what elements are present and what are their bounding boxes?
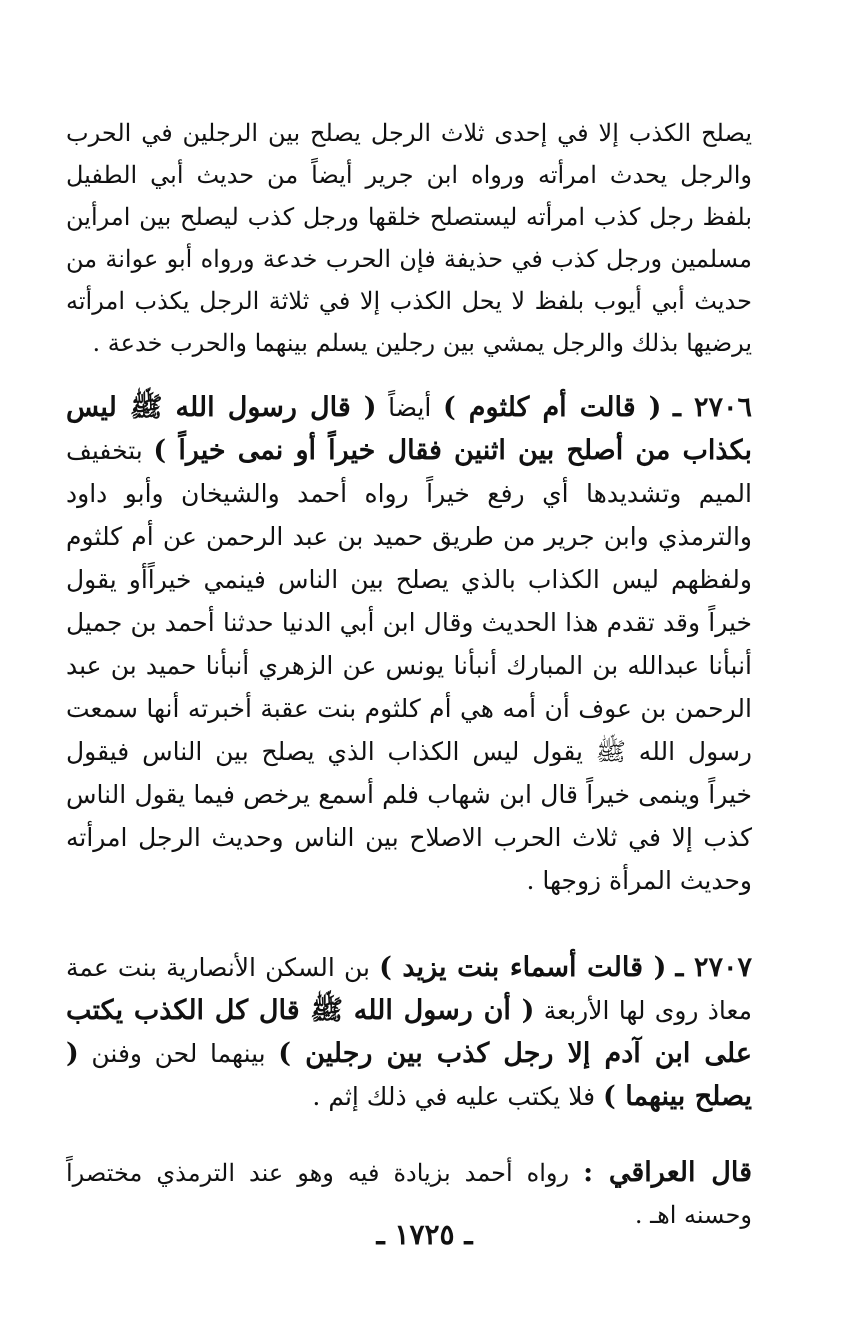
hadith-entry-2707: [66, 946, 752, 1118]
hadith-commentary: بينهما لحن وفنن: [91, 1039, 266, 1068]
hadith-quote: ( قال رسول الله ﷺ ليس بكذاب من أصلح بين اثنين فقال خيراً أو نمى خيراً ): [66, 392, 752, 466]
note-label: قال العراقي :: [583, 1157, 752, 1188]
hadith-quote-continuation: ( يصلح بينهما ): [66, 1038, 752, 1112]
page-number: ـ ١٧٢٥ ـ: [376, 1218, 473, 1251]
narrator-note: أيضاً: [388, 393, 432, 422]
narrator-heading: ( قالت أسماء بنت يزيد ): [379, 952, 667, 983]
hadith-number: ٢٧٠٦ ـ: [673, 392, 753, 423]
intro-paragraph: يصلح الكذب إلا في إحدى ثلاث الرجل يصلح بين الرجلين في الحرب والرجل يحدث امرأته ورواه ابن جرير أيضاً من حديث أبي الطفيل بلفظ رجل كذب امرأته ليستصلح خلقها ورجل كذب ليصلح بين امرأين مسلمين ورجل كذب في حذيفة فإن الحرب خدعة ورواه أبو عوانة من حديث أبي أيوب بلفظ لا يحل الكذب إلا في ثلاثة الرجل يكذب امرأته يرضيها بذلك والرجل يمشي بين رجلين يسلم بينهما والحرب خدعة .: [66, 119, 753, 357]
hadith-commentary: بتخفيف الميم وتشديدها أي رفع خيراً رواه أحمد والشيخان وأبو داود والترمذي وابن جرير من طريق حميد بن عبد الرحمن عن أم كلثوم ولفظهم ليس الكذاب بالذي يصلح بين الناس فينمي خيراًأو يقول خيراً وقد تقدم هذا الحديث وقال ابن أبي الدنيا حدثنا أحمد بن جميل أنبأنا عبدالله بن المبارك أنبأنا يونس عن الزهري أنبأنا حميد بن عبد الرحمن بن عوف أن أمه هي أم كلثوم بنت عقبة أخبرته أنها سمعت رسول الله ﷺ يقول ليس الكذاب الذي يصلح بين الناس فيقول خيراً وينمى خيراً قال ابن شهاب فلم أسمع يرخص فيما يقول الناس كذب إلا في ثلاث الحرب الاصلاح بين الناس وحديث الرجل امرأته وحديث المرأة زوجها .: [66, 436, 752, 895]
hadith-number: ٢٧٠٧ ـ: [675, 952, 753, 983]
narrator-note: بن السكن الأنصارية بنت عمة معاذ روى لها الأربعة: [66, 953, 752, 1025]
hadith-commentary-end: فلا يكتب عليه في ذلك إثم .: [312, 1082, 596, 1111]
hadith-quote: ( أن رسول الله ﷺ قال كل الكذب يكتب على ابن آدم إلا رجل كذب بين رجلين ): [66, 995, 752, 1069]
narrator-heading: ( قالت أم كلثوم ): [442, 392, 662, 423]
note-text: رواه أحمد بزيادة فيه وهو عند الترمذي مختصراً وحسنه اهـ .: [66, 1159, 752, 1229]
hadith-entry-2706: [66, 386, 752, 902]
page-body: [66, 112, 752, 1236]
